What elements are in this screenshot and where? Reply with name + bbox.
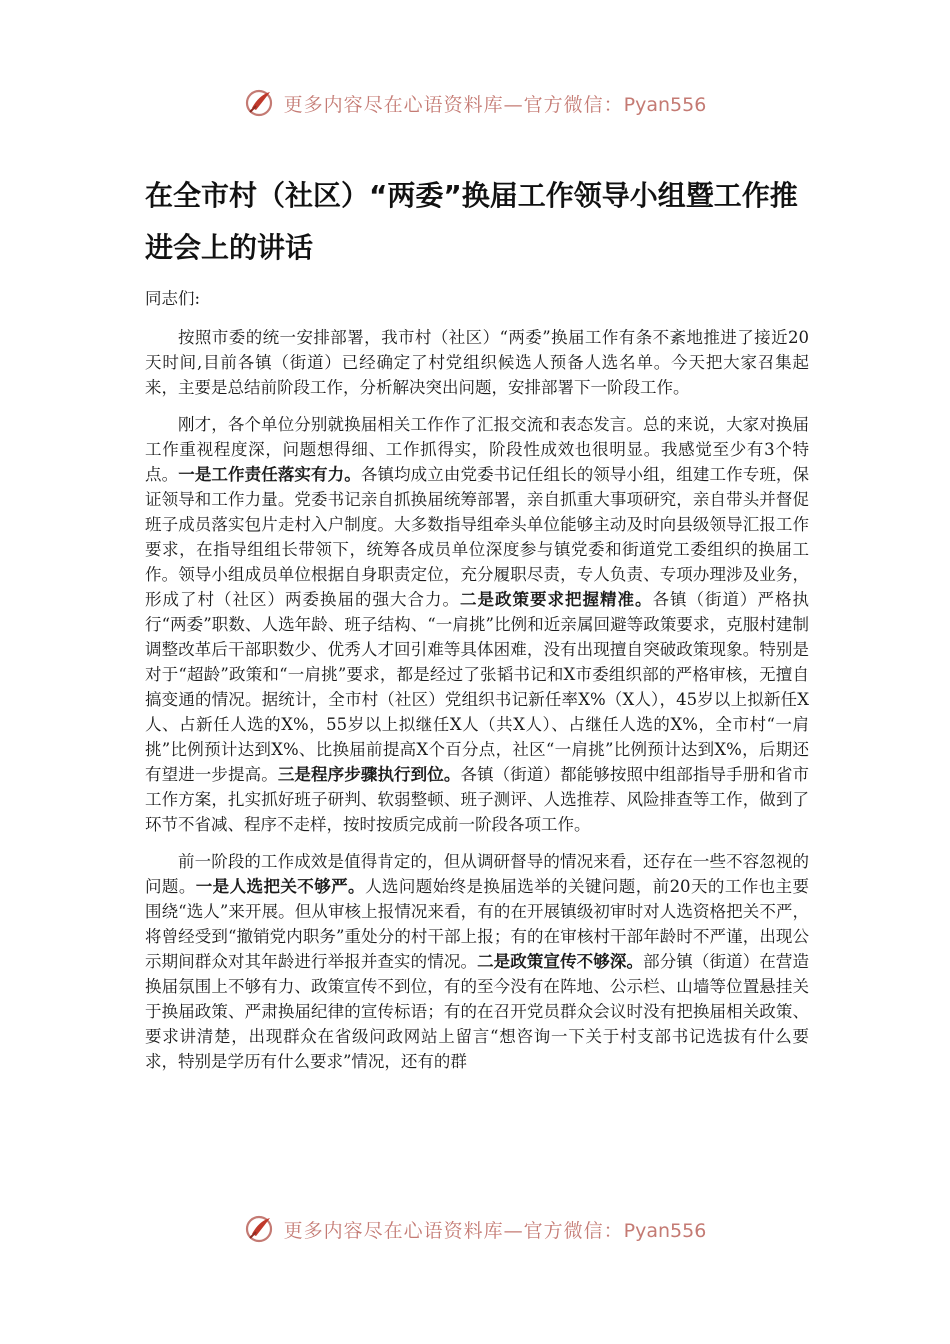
page-title: 在全市村（社区）“两委”换届工作领导小组暨工作推进会上的讲话 bbox=[145, 179, 798, 264]
speech-body bbox=[145, 286, 809, 1086]
banner-text: 更多内容尽在心语资料库—官方微信：Pyan556 bbox=[283, 1219, 707, 1242]
paragraph-1: 按照市委的统一安排部署，我市村（社区）“两委”换届工作有条不紊地推进了接近20天时间,目前各镇（街道）已经确定了村党组织候选人预备人选名单。今天把大家召集起来，主要是总结前阶段工作，分析解决突出问题，安排部署下一阶段工作。 bbox=[145, 328, 809, 397]
header-banner bbox=[0, 86, 950, 120]
point-heading: 二是政策宣传不够深。 bbox=[477, 952, 644, 971]
paragraph-3: 前一阶段的工作成效是值得肯定的，但从调研督导的情况来看，还存在一些不容忽视的问题。一是人选把关不够严。人选问题始终是换届选举的关键问题，前20天的工作也主要围绕“选人”来开展。但从审核上报情况来看，有的在开展镇级初审时对人选资格把关不严，将曾经受到“撤销党内职务”重处分的村干部上报；有的在审核村干部年龄时不严谨，出现公示期间群众对其年龄进行举报并查实的情况。二是政策宣传不够深。部分镇（街道）在营造换届氛围上不够有力、政策宣传不到位，有的至今没有在阵地、公示栏、山墙等位置悬挂关于换届政策、严肃换届纪律的宣传标语；有的在召开党员群众会议时没有把换届相关政策、要求讲清楚，出现群众在省级问政网站上留言“想咨询一下关于村支部书记选拔有什么要求，特别是学历有什么要求”情况，还有的群 bbox=[145, 852, 810, 1071]
pen-swirl-icon bbox=[244, 1212, 278, 1246]
point-heading: 二是政策要求把握精准。 bbox=[460, 590, 653, 609]
banner-text: 更多内容尽在心语资料库—官方微信：Pyan556 bbox=[283, 93, 707, 116]
pen-swirl-icon bbox=[244, 86, 278, 120]
point-heading: 三是程序步骤执行到位。 bbox=[277, 765, 461, 784]
point-heading: 一是工作责任落实有力。 bbox=[178, 465, 361, 484]
point-heading: 一是人选把关不够严。 bbox=[195, 877, 365, 896]
footer-banner bbox=[0, 1212, 950, 1246]
salutation: 同志们: bbox=[145, 289, 201, 308]
paragraph-2: 刚才，各个单位分别就换届相关工作作了汇报交流和表态发言。总的来说，大家对换届工作重视程度深，问题想得细、工作抓得实，阶段性成效也很明显。我感觉至少有3个特点。一是工作责任落实有力。各镇均成立由党委书记任组长的领导小组，组建工作专班，保证领导和工作力量。党委书记亲自抓换届统筹部署，亲自抓重大事项研究，亲自带头并督促班子成员落实包片走村入户制度。大多数指导组牵头单位能够主动及时向县级领导汇报工作要求，在指导组组长带领下，统筹各成员单位深度参与镇党委和街道党工委组织的换届工作。领导小组成员单位根据自身职责定位，充分履职尽责，专人负责、专项办理涉及业务，形成了村（社区）两委换届的强大合力。二是政策要求把握精准。各镇（街道）严格执行“两委”职数、人选年龄、班子结构、“一肩挑”比例和近亲属回避等政策要求，克服村建制调整改革后干部职数少、优秀人才回引难等具体困难，没有出现擅自突破政策现象。特别是对于“超龄”政策和“一肩挑”要求，都是经过了张韬书记和X市委组织部的严格审核，无擅自搞变通的情况。据统计，全市村（社区）党组织书记新任率X%（X人），45岁以上拟新任X人、占新任人选的X%，55岁以上拟继任X人（共X人）、占继任人选的X%，全市村“一肩挑”比例预计达到X%、比换届前提高X个百分点，社区“一肩挑”比例预计达到X%，后期还有望进一步提高。三是程序步骤执行到位。各镇（街道）都能够按照中组部指导手册和省市工作方案，扎实抓好班子研判、软弱整顿、班子测评、人选推荐、风险排查等工作，做到了环节不省减、程序不走样，按时按质完成前一阶段各项工作。 bbox=[145, 415, 810, 834]
